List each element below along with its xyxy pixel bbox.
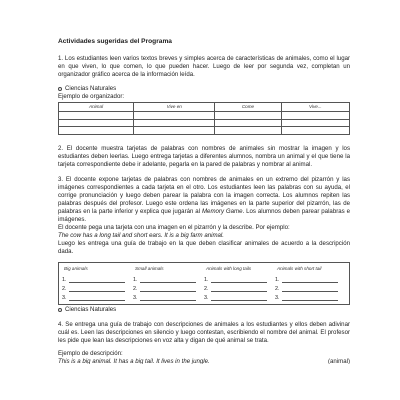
answer-blank[interactable]: 3.	[275, 294, 346, 302]
example-sentence: The cow has a long tail and short ears. It is a big farm animal.	[58, 231, 224, 239]
worksheet-header: Animals with long tails	[206, 265, 252, 271]
organizer-table	[58, 102, 350, 135]
table-cell	[134, 127, 215, 135]
worksheet-row	[62, 284, 346, 293]
table-cell	[281, 119, 349, 127]
answer-blank[interactable]: 2.	[275, 285, 346, 293]
table-header-cell: Vive...	[281, 103, 349, 112]
table-cell	[215, 119, 281, 127]
page-title: Actividades sugeridas del Programa	[58, 38, 172, 45]
table-cell	[215, 112, 281, 120]
table-cell	[134, 112, 215, 120]
worksheet-row	[62, 275, 346, 284]
activity-1	[58, 55, 350, 135]
table-cell	[59, 119, 134, 127]
activity-3-text-a: 3. El docente expone tarjetas de palabras con nombres de animales en un extremo del pizarrón y las imágenes correspondientes a cada tarjeta en el otro. Los estudiantes leen las palabras con su ayuda, el corrige pronunciación y luego deben parear la palabra con la imagen correcta. Los alumnos repiten las palabras después del profesor. Luego este ordena las imágenes en la parte superior del pizarrón, las de palabras en la parte inferior y explica que jugarán al	[58, 175, 350, 215]
table-cell	[59, 112, 134, 120]
activity-1-text: 1. Los estudiantes leen varios textos breves y simples acerca de características de animales, como el lugar en que viven, lo que comen, lo que pueden hacer. Luego de leer por segunda vez, completan un organizador gráfico acerca de la información leída.	[58, 55, 350, 78]
answer-blank[interactable]: 2.	[133, 285, 204, 293]
answer-blank[interactable]: 1.	[133, 276, 204, 284]
table-cell	[59, 127, 134, 135]
table-header-cell: Vive en	[134, 103, 215, 112]
table-header-cell: Animal	[59, 103, 134, 112]
answer-blank[interactable]: 2.	[204, 285, 275, 293]
subject-label: Ciencias Naturales	[65, 305, 117, 313]
table-row	[59, 127, 350, 135]
activity-4	[58, 321, 350, 364]
answer-blank[interactable]: 3.	[204, 294, 275, 302]
subject-label: Ciencias Naturales	[65, 85, 117, 92]
activity-3-line-3: Luego les entrega una guía de trabajo en la que deben clasificar animales de acuerdo a la descripción dada.	[58, 239, 350, 255]
example-label: Ejemplo de descripción:	[58, 349, 123, 357]
answer-blank[interactable]: 3.	[62, 294, 133, 302]
cut-off-line	[58, 358, 350, 364]
game-name: Memory Game	[201, 207, 243, 215]
table-cell	[134, 119, 215, 127]
activity-2-text: 2. El docente muestra tarjetas de palabras con nombres de animales sin mostrar la imagen y los estudiantes deben leerlas. Luego entrega tarjetas a diferentes alumnos, nombra un animal y el que tiene la tarjeta correspondiente debe ir adelante, pegarla en la pared de palabras y nombrar al animal.	[58, 144, 350, 168]
subject-tag	[58, 85, 350, 93]
table-header-cell: Come	[215, 103, 281, 112]
bullet-icon	[58, 87, 62, 91]
example-description: This is a big animal. It has a big tail. It lives in the jungle.	[58, 357, 210, 364]
answer-blank[interactable]: 3.	[133, 294, 204, 302]
example-label: Ejemplo de organizador:	[58, 93, 125, 100]
table-cell	[281, 127, 349, 135]
worksheet-header: Big animals	[64, 265, 88, 271]
answer-hint: (animal)	[327, 357, 350, 364]
table-header-row	[59, 103, 350, 112]
answer-blank[interactable]: 1.	[62, 276, 133, 284]
classification-worksheet	[58, 262, 350, 305]
worksheet-header: Animals with short tail	[277, 265, 322, 271]
activity-2	[58, 145, 350, 169]
table-row	[59, 112, 350, 120]
activity-3-text-b: . Los alumnos deben parear palabras e imágenes.	[58, 207, 350, 223]
worksheet-headers	[62, 265, 346, 273]
activity-3-text	[58, 176, 350, 224]
document-page	[58, 38, 350, 371]
table-cell	[215, 127, 281, 135]
worksheet-header: Small animals	[135, 265, 164, 271]
answer-blank[interactable]: 1.	[204, 276, 275, 284]
activity-3-line-2: El docente pega una tarjeta con una imagen en el pizarrón y la describe. Por ejemplo:	[58, 223, 290, 231]
answer-blank[interactable]: 2.	[62, 285, 133, 293]
activity-3	[58, 176, 350, 314]
worksheet-row	[62, 293, 346, 302]
answer-blank[interactable]: 1.	[275, 276, 346, 284]
table-row	[59, 119, 350, 127]
activity-4-text: 4. Se entrega una guía de trabajo con descripciones de animales a los estudiantes y ellos deben adivinar cuál es. Leen las descripciones en silencio y luego contestan, escribiendo el nombre del animal. El profesor les pide que lean las descripciones en voz alta y digan de qué animal se trata.	[58, 320, 350, 344]
bullet-icon	[58, 308, 62, 312]
table-cell	[281, 112, 349, 120]
subject-tag	[58, 306, 350, 314]
